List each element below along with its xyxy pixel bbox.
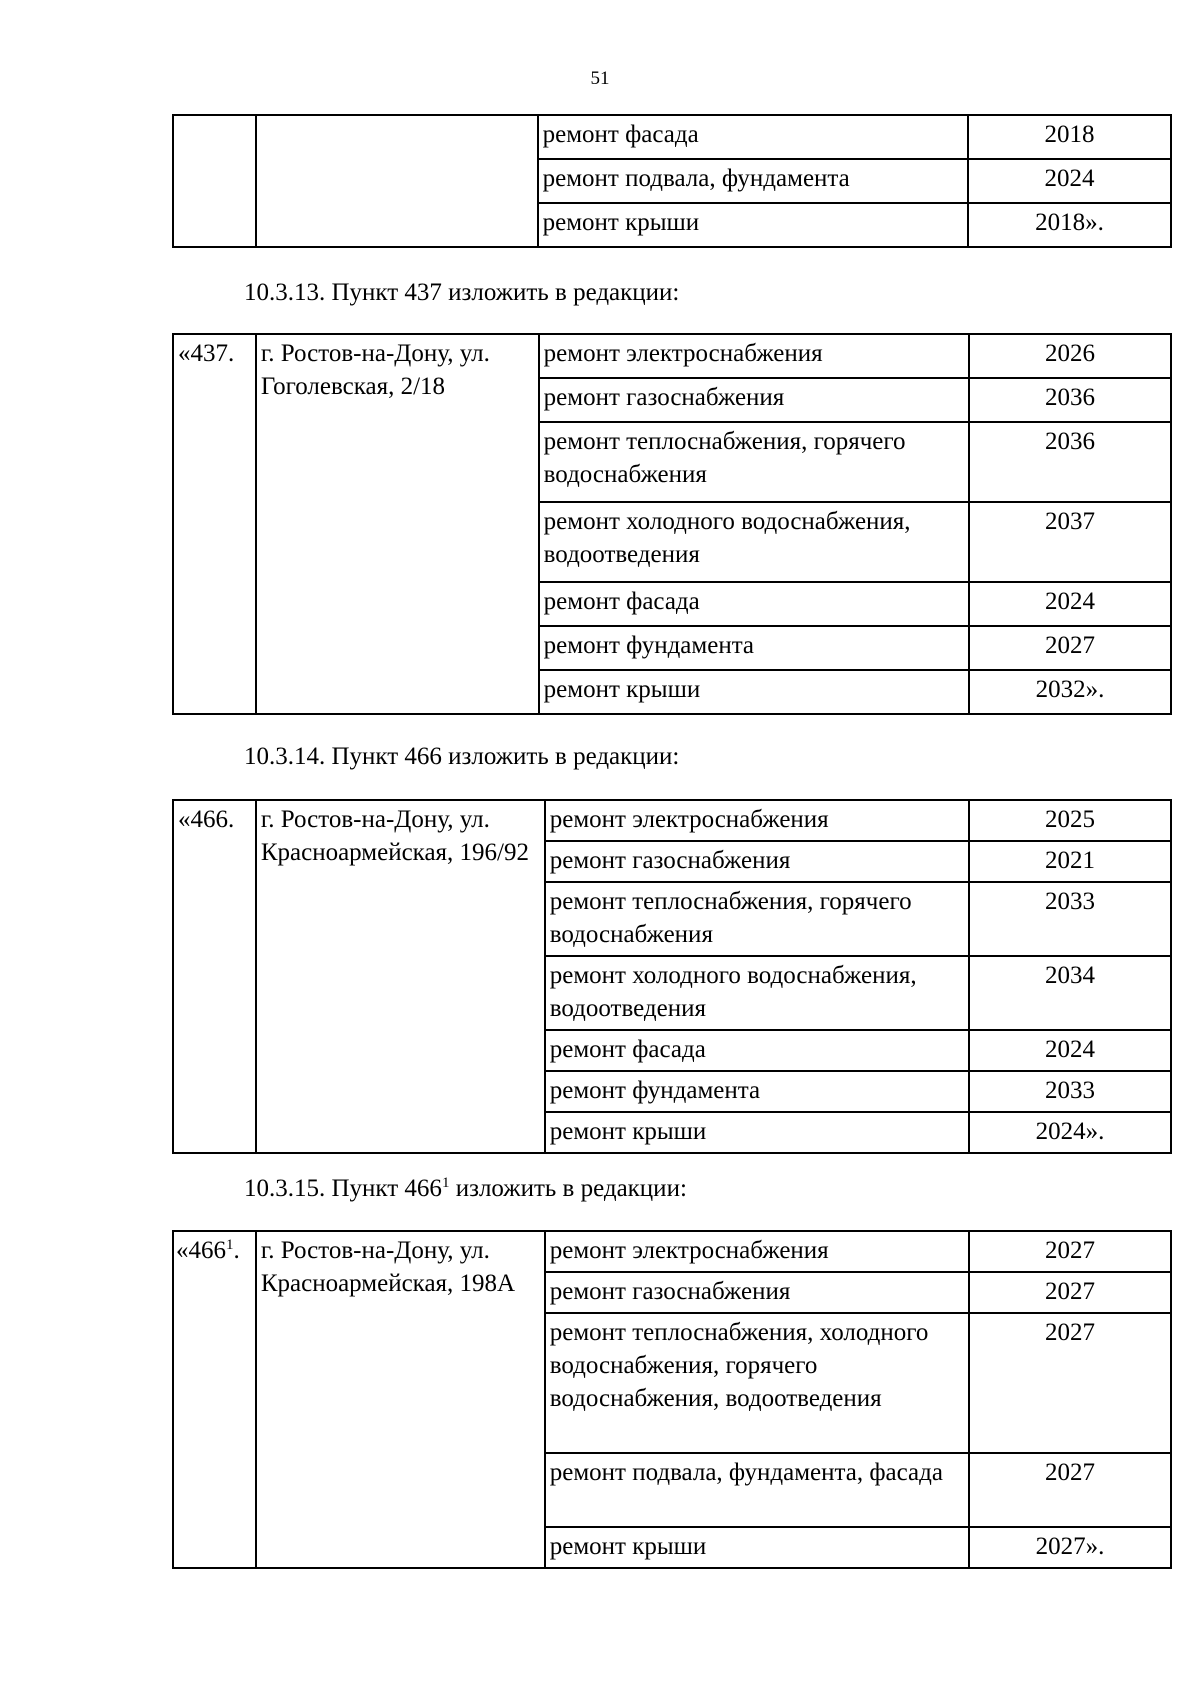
year-cell: 2032».	[969, 670, 1171, 714]
work-cell: ремонт крыши	[545, 1527, 969, 1568]
table-row	[173, 115, 1171, 159]
item-number: «466.	[173, 800, 256, 1153]
year-cell: 2018	[968, 115, 1171, 159]
number-cell	[173, 115, 256, 247]
work-cell: ремонт электроснабжения	[545, 1231, 969, 1272]
work-cell: ремонт газоснабжения	[545, 841, 969, 882]
work-cell: ремонт теплоснабжения, горячего водоснабжения	[545, 882, 969, 956]
year-cell: 2034	[969, 956, 1171, 1030]
work-cell: ремонт подвала, фундамента	[538, 159, 968, 203]
work-cell: ремонт холодного водоснабжения, водоотведения	[545, 956, 969, 1030]
year-cell: 2025	[969, 800, 1171, 841]
item-number-superscript: 1	[226, 1237, 234, 1253]
year-cell: 2033	[969, 1071, 1171, 1112]
work-cell: ремонт подвала, фундамента, фасада	[545, 1453, 969, 1527]
item-number: «437.	[173, 334, 256, 714]
year-cell: 2027».	[969, 1527, 1171, 1568]
year-cell: 2024	[969, 582, 1171, 626]
paragraph-text: 10.3.15. Пункт 466	[244, 1175, 442, 1202]
year-cell: 2027	[969, 1231, 1171, 1272]
year-cell: 2027	[969, 1453, 1171, 1527]
work-cell: ремонт фундамента	[539, 626, 969, 670]
paragraph-10-3-13: 10.3.13. Пункт 437 изложить в редакции:	[244, 279, 680, 306]
work-cell: ремонт теплоснабжения, горячего водоснабжения	[539, 422, 969, 502]
page-number: 51	[590, 68, 610, 89]
work-cell: ремонт газоснабжения	[539, 378, 969, 422]
work-cell: ремонт теплоснабжения, холодного водоснабжения, горячего водоснабжения, водоотведения	[545, 1313, 969, 1453]
year-cell: 2018».	[968, 203, 1171, 247]
table-row	[173, 1231, 1171, 1272]
year-cell: 2036	[969, 422, 1171, 502]
year-cell: 2024	[968, 159, 1171, 203]
work-cell: ремонт крыши	[538, 203, 968, 247]
address-cell: г. Ростов-на-Дону, ул. Гоголевская, 2/18	[256, 334, 539, 714]
work-cell: ремонт электроснабжения	[545, 800, 969, 841]
work-cell: ремонт фасада	[545, 1030, 969, 1071]
table-row	[173, 334, 1171, 378]
work-cell: ремонт холодного водоснабжения, водоотведения	[539, 502, 969, 582]
year-cell: 2027	[969, 1313, 1171, 1453]
item-number	[173, 1231, 256, 1568]
paragraph-text: изложить в редакции:	[449, 1175, 687, 1202]
paragraph-10-3-14: 10.3.14. Пункт 466 изложить в редакции:	[244, 743, 680, 770]
year-cell: 2036	[969, 378, 1171, 422]
year-cell: 2027	[969, 1272, 1171, 1313]
work-cell: ремонт крыши	[539, 670, 969, 714]
work-cell: ремонт газоснабжения	[545, 1272, 969, 1313]
table-row	[173, 800, 1171, 841]
address-cell: г. Ростов-на-Дону, ул. Красноармейская, 198А	[256, 1231, 545, 1568]
work-cell: ремонт электроснабжения	[539, 334, 969, 378]
year-cell: 2026	[969, 334, 1171, 378]
item-number-end: .	[233, 1237, 240, 1264]
year-cell: 2033	[969, 882, 1171, 956]
year-cell: 2037	[969, 502, 1171, 582]
work-cell: ремонт крыши	[545, 1112, 969, 1153]
address-cell	[256, 115, 538, 247]
year-cell: 2027	[969, 626, 1171, 670]
year-cell: 2024».	[969, 1112, 1171, 1153]
year-cell: 2024	[969, 1030, 1171, 1071]
superscript: 1	[441, 1175, 450, 1191]
item-number-main: «466	[176, 1237, 226, 1264]
work-cell: ремонт фасада	[539, 582, 969, 626]
work-cell: ремонт фундамента	[545, 1071, 969, 1112]
work-cell: ремонт фасада	[538, 115, 968, 159]
table-item-466	[172, 799, 1172, 1154]
year-cell: 2021	[969, 841, 1171, 882]
paragraph-10-3-15	[244, 1174, 687, 1204]
table-item-437	[172, 333, 1172, 715]
table-item-466-1	[172, 1230, 1172, 1569]
address-cell: г. Ростов-на-Дону, ул. Красноармейская, 196/92	[256, 800, 545, 1153]
table-continuation	[172, 114, 1172, 248]
